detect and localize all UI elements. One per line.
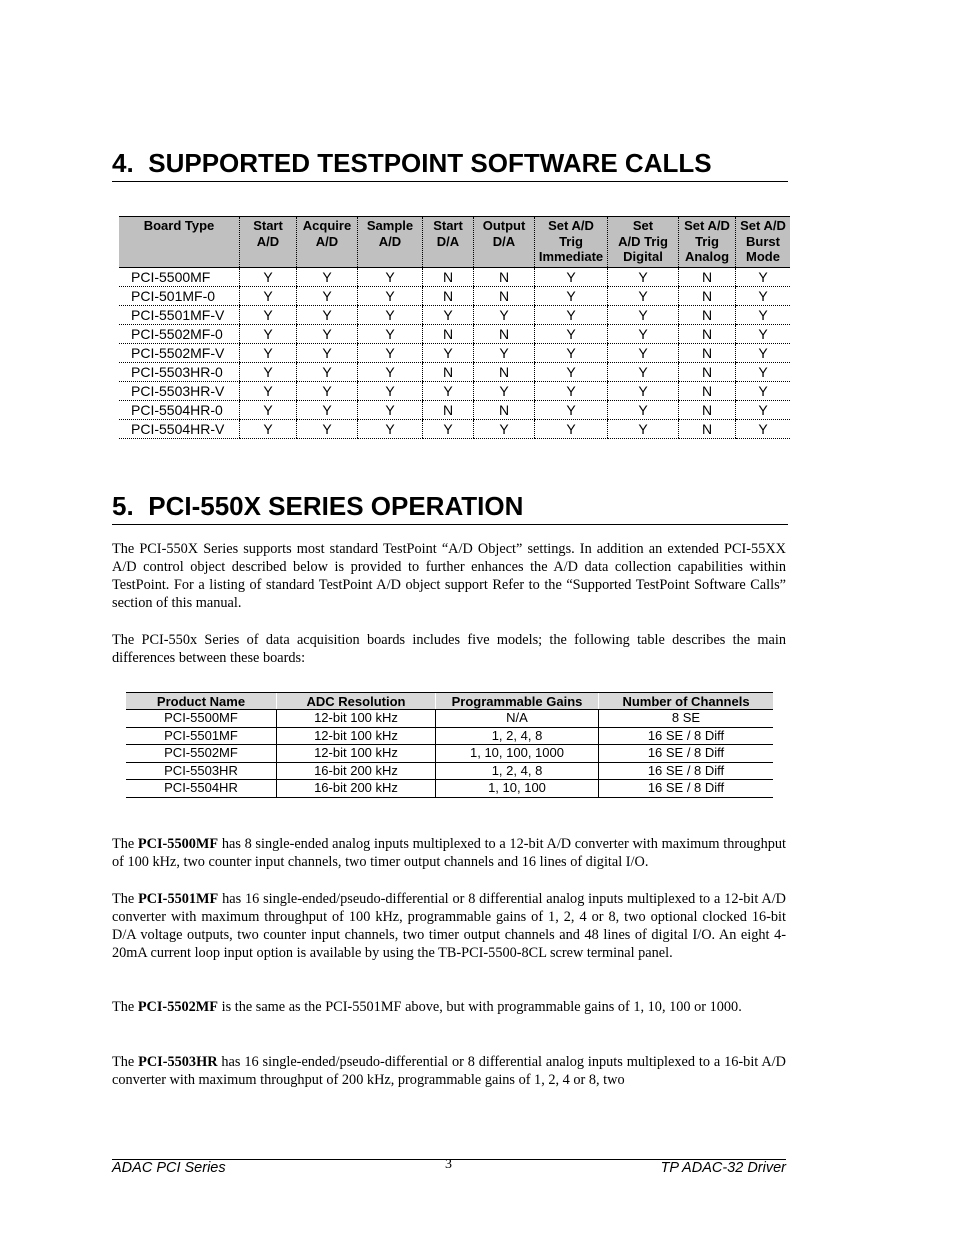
support-cell: Y xyxy=(535,419,608,438)
product-cell: 16 SE / 8 Diff xyxy=(599,727,774,745)
calls-header-cell xyxy=(358,217,423,268)
section-4-title: SUPPORTED TESTPOINT SOFTWARE CALLS xyxy=(148,148,712,178)
product-cell: 16 SE / 8 Diff xyxy=(599,745,774,763)
support-cell: N xyxy=(679,286,736,305)
section-5-number: 5. xyxy=(112,491,134,521)
calls-header-cell xyxy=(423,217,474,268)
board-type-cell: PCI-5503HR-0 xyxy=(119,362,240,381)
section-4-heading xyxy=(112,148,788,182)
product-comparison-table xyxy=(126,692,773,798)
support-cell: Y xyxy=(535,286,608,305)
calls-header-line: Acquire xyxy=(302,218,352,233)
support-cell: Y xyxy=(297,362,358,381)
description-text: has 16 single-ended/pseudo-differential or 8 differential analog inputs multiplexed to a 16-bit A/D converter with maximum throughput of 200 kHz, programmable gains of 1, 2, 4 or 8, two xyxy=(112,1054,786,1088)
support-cell: Y xyxy=(297,419,358,438)
support-cell: N xyxy=(679,419,736,438)
support-cell: Y xyxy=(358,400,423,419)
product-cell: N/A xyxy=(436,710,599,728)
calls-header-line: Immediate xyxy=(538,249,604,264)
table-row xyxy=(126,745,773,763)
calls-header-cell xyxy=(535,217,608,268)
support-cell: N xyxy=(679,305,736,324)
product-cell: PCI-5503HR xyxy=(126,762,277,780)
calls-header-line: Sample xyxy=(366,218,414,233)
support-cell: Y xyxy=(608,305,679,324)
support-cell: Y xyxy=(736,419,791,438)
calls-header-line: A/D Trig xyxy=(618,233,668,249)
support-cell: Y xyxy=(535,400,608,419)
support-cell: Y xyxy=(535,305,608,324)
model-name: PCI-5503HR xyxy=(138,1054,218,1070)
support-cell: Y xyxy=(297,343,358,362)
table-row xyxy=(126,710,773,728)
calls-header-line: Trig xyxy=(695,233,719,249)
support-cell: Y xyxy=(297,324,358,343)
product-header-cell: ADC Resolution xyxy=(277,693,436,710)
support-cell: Y xyxy=(608,419,679,438)
calls-header-line: Set xyxy=(632,218,654,233)
support-cell: Y xyxy=(240,400,297,419)
support-cell: N xyxy=(474,286,535,305)
calls-header-cell xyxy=(608,217,679,268)
models-intro-paragraph: The PCI-550x Series of data acquisition boards includes five models; the following table describes the main differences between these boards: xyxy=(112,632,786,666)
table-row xyxy=(126,762,773,780)
product-cell: 12-bit 100 kHz xyxy=(277,727,436,745)
page-number: 3 xyxy=(445,1157,452,1172)
calls-header-line: D/A xyxy=(492,233,516,249)
model-name: PCI-5500MF xyxy=(137,836,219,852)
support-cell: N xyxy=(474,267,535,286)
product-header-row xyxy=(126,693,773,710)
support-cell: Y xyxy=(297,381,358,400)
support-cell: Y xyxy=(736,343,791,362)
model-name: PCI-5502MF xyxy=(137,999,219,1015)
calls-header-cell xyxy=(240,217,297,268)
calls-header-line: Output xyxy=(482,218,526,233)
product-cell: 16 SE / 8 Diff xyxy=(599,780,774,798)
product-cell: 12-bit 100 kHz xyxy=(277,745,436,763)
support-cell: Y xyxy=(358,362,423,381)
support-cell: Y xyxy=(608,362,679,381)
footer-right: TP ADAC-32 Driver xyxy=(660,1160,786,1176)
support-cell: Y xyxy=(474,343,535,362)
board-type-cell: PCI-5502MF-V xyxy=(119,343,240,362)
calls-header-line: Analog xyxy=(684,249,730,264)
support-cell: Y xyxy=(240,343,297,362)
product-cell: 8 SE xyxy=(599,710,774,728)
support-cell: N xyxy=(679,400,736,419)
calls-header-line: Set A/D xyxy=(548,218,594,233)
support-cell: Y xyxy=(736,324,791,343)
table-row xyxy=(119,381,790,400)
support-cell: Y xyxy=(535,362,608,381)
support-cell: Y xyxy=(535,343,608,362)
support-cell: Y xyxy=(608,400,679,419)
support-cell: Y xyxy=(297,267,358,286)
description-text: is the same as the PCI-5501MF above, but with programmable gains of 1, 10, 100 or 1000. xyxy=(218,999,742,1015)
support-cell: Y xyxy=(240,381,297,400)
board-type-cell: PCI-501MF-0 xyxy=(119,286,240,305)
product-cell: 1, 10, 100, 1000 xyxy=(436,745,599,763)
support-cell: Y xyxy=(736,267,791,286)
support-cell: Y xyxy=(240,267,297,286)
board-type-cell: PCI-5501MF-V xyxy=(119,305,240,324)
support-cell: Y xyxy=(358,267,423,286)
section-5-title: PCI-550X SERIES OPERATION xyxy=(148,491,524,521)
support-cell: N xyxy=(474,400,535,419)
calls-header-cell xyxy=(119,217,240,268)
support-cell: N xyxy=(423,267,474,286)
support-cell: Y xyxy=(358,286,423,305)
support-cell: Y xyxy=(608,286,679,305)
calls-header-line: A/D xyxy=(378,233,402,249)
board-type-cell: PCI-5500MF xyxy=(119,267,240,286)
support-cell: Y xyxy=(736,400,791,419)
table-row xyxy=(119,419,790,438)
support-cell: N xyxy=(679,343,736,362)
product-header-cell: Product Name xyxy=(126,693,277,710)
support-cell: Y xyxy=(736,286,791,305)
description-prefix: The xyxy=(112,999,138,1015)
support-cell: N xyxy=(423,362,474,381)
support-cell: Y xyxy=(736,362,791,381)
product-cell: 1, 2, 4, 8 xyxy=(436,762,599,780)
calls-header-cell xyxy=(474,217,535,268)
product-header-cell: Number of Channels xyxy=(599,693,774,710)
support-cell: Y xyxy=(736,381,791,400)
support-cell: N xyxy=(679,381,736,400)
support-cell: Y xyxy=(297,400,358,419)
board-type-cell: PCI-5503HR-V xyxy=(119,381,240,400)
table-row xyxy=(119,305,790,324)
table-row xyxy=(119,286,790,305)
support-cell: Y xyxy=(608,324,679,343)
support-cell: N xyxy=(423,324,474,343)
support-cell: Y xyxy=(535,381,608,400)
model-name: PCI-5501MF xyxy=(138,891,219,907)
support-cell: N xyxy=(679,362,736,381)
calls-header-line: Start xyxy=(253,218,283,233)
support-cell: N xyxy=(474,324,535,343)
software-calls-table xyxy=(119,216,790,439)
board-type-cell: PCI-5504HR-V xyxy=(119,419,240,438)
support-cell: N xyxy=(423,286,474,305)
table-row xyxy=(119,343,790,362)
table-row xyxy=(119,362,790,381)
support-cell: Y xyxy=(608,343,679,362)
section-5-heading xyxy=(112,491,788,525)
support-cell: Y xyxy=(240,324,297,343)
product-cell: 1, 2, 4, 8 xyxy=(436,727,599,745)
support-cell: Y xyxy=(535,324,608,343)
product-cell: 12-bit 100 kHz xyxy=(277,710,436,728)
description-5500mf xyxy=(112,835,786,871)
support-cell: Y xyxy=(240,419,297,438)
description-5501mf xyxy=(112,890,786,962)
description-text: has 8 single-ended analog inputs multiplexed to a 12-bit A/D converter with maximum throughput of 100 kHz, two counter input channels, two timer output channels and 16 lines of digital I/O. xyxy=(112,836,786,870)
support-cell: Y xyxy=(608,381,679,400)
description-5503hr xyxy=(112,1053,786,1089)
table-row xyxy=(119,324,790,343)
calls-header-line: Digital xyxy=(623,249,663,264)
table-row xyxy=(119,400,790,419)
calls-header-line: D/A xyxy=(436,233,460,249)
support-cell: Y xyxy=(297,305,358,324)
software-calls-body xyxy=(119,267,790,438)
support-cell: Y xyxy=(474,381,535,400)
description-prefix: The xyxy=(112,836,138,852)
product-cell: PCI-5502MF xyxy=(126,745,277,763)
support-cell: Y xyxy=(358,305,423,324)
support-cell: Y xyxy=(474,305,535,324)
support-cell: Y xyxy=(423,343,474,362)
product-cell: 16-bit 200 kHz xyxy=(277,780,436,798)
support-cell: N xyxy=(423,400,474,419)
table-row xyxy=(126,780,773,798)
calls-header-line: Start xyxy=(433,218,463,233)
support-cell: Y xyxy=(423,419,474,438)
support-cell: Y xyxy=(474,419,535,438)
footer-left: ADAC PCI Series xyxy=(112,1160,226,1176)
calls-header-line: Set A/D xyxy=(740,218,786,233)
support-cell: Y xyxy=(240,305,297,324)
support-cell: Y xyxy=(358,381,423,400)
product-cell: PCI-5501MF xyxy=(126,727,277,745)
calls-header-line: Burst xyxy=(746,233,780,249)
calls-header-line: Set A/D xyxy=(684,218,730,233)
description-text: has 16 single-ended/pseudo-differential or 8 differential analog inputs multiplexed to a 12-bit A/D converter with maximum throughput of 100 kHz, programmable gains of 1, 2, 4 or 8, two optional clocked 16-bit D/A voltage outputs, two counter input channels, two timer output channels and 48 lines of digital I/O. An eight 4-20mA current loop input option is available by using the TB-PCI-5500-8CL screw terminal panel. xyxy=(112,891,786,961)
table-row xyxy=(119,267,790,286)
calls-header-cell xyxy=(736,217,791,268)
product-cell: 16-bit 200 kHz xyxy=(277,762,436,780)
support-cell: Y xyxy=(358,419,423,438)
support-cell: Y xyxy=(358,324,423,343)
table-row xyxy=(126,727,773,745)
product-cell: PCI-5500MF xyxy=(126,710,277,728)
support-cell: Y xyxy=(297,286,358,305)
section-4-number: 4. xyxy=(112,148,134,178)
calls-header-cell xyxy=(679,217,736,268)
description-prefix: The xyxy=(112,891,139,907)
calls-header-line: Board Type xyxy=(143,218,215,233)
calls-header-cell xyxy=(297,217,358,268)
product-cell: 16 SE / 8 Diff xyxy=(599,762,774,780)
calls-header-line: Trig xyxy=(559,233,583,249)
calls-header-line: Mode xyxy=(746,249,780,264)
product-header-cell: Programmable Gains xyxy=(436,693,599,710)
intro-paragraph: The PCI-550X Series supports most standard TestPoint “A/D Object” settings. In addition an extended PCI-55XX A/D control object described below is provided to further enhances the A/D data collection capabilities within TestPoint. For a listing of standard TestPoint A/D object support Refer to the “Supported TestPoint Software Calls” section of this manual. xyxy=(112,541,786,611)
product-cell: PCI-5504HR xyxy=(126,780,277,798)
support-cell: Y xyxy=(240,286,297,305)
support-cell: Y xyxy=(240,362,297,381)
support-cell: N xyxy=(679,267,736,286)
calls-header-line: A/D xyxy=(256,233,280,249)
support-cell: Y xyxy=(608,267,679,286)
support-cell: Y xyxy=(736,305,791,324)
software-calls-header-row xyxy=(119,217,790,268)
board-type-cell: PCI-5502MF-0 xyxy=(119,324,240,343)
support-cell: N xyxy=(474,362,535,381)
product-cell: 1, 10, 100 xyxy=(436,780,599,798)
description-prefix: The xyxy=(112,1054,139,1070)
description-5502mf xyxy=(112,998,786,1016)
support-cell: Y xyxy=(423,381,474,400)
support-cell: Y xyxy=(358,343,423,362)
product-table-body xyxy=(126,710,773,798)
calls-header-line: A/D xyxy=(315,233,339,249)
support-cell: N xyxy=(679,324,736,343)
support-cell: Y xyxy=(423,305,474,324)
board-type-cell: PCI-5504HR-0 xyxy=(119,400,240,419)
support-cell: Y xyxy=(535,267,608,286)
